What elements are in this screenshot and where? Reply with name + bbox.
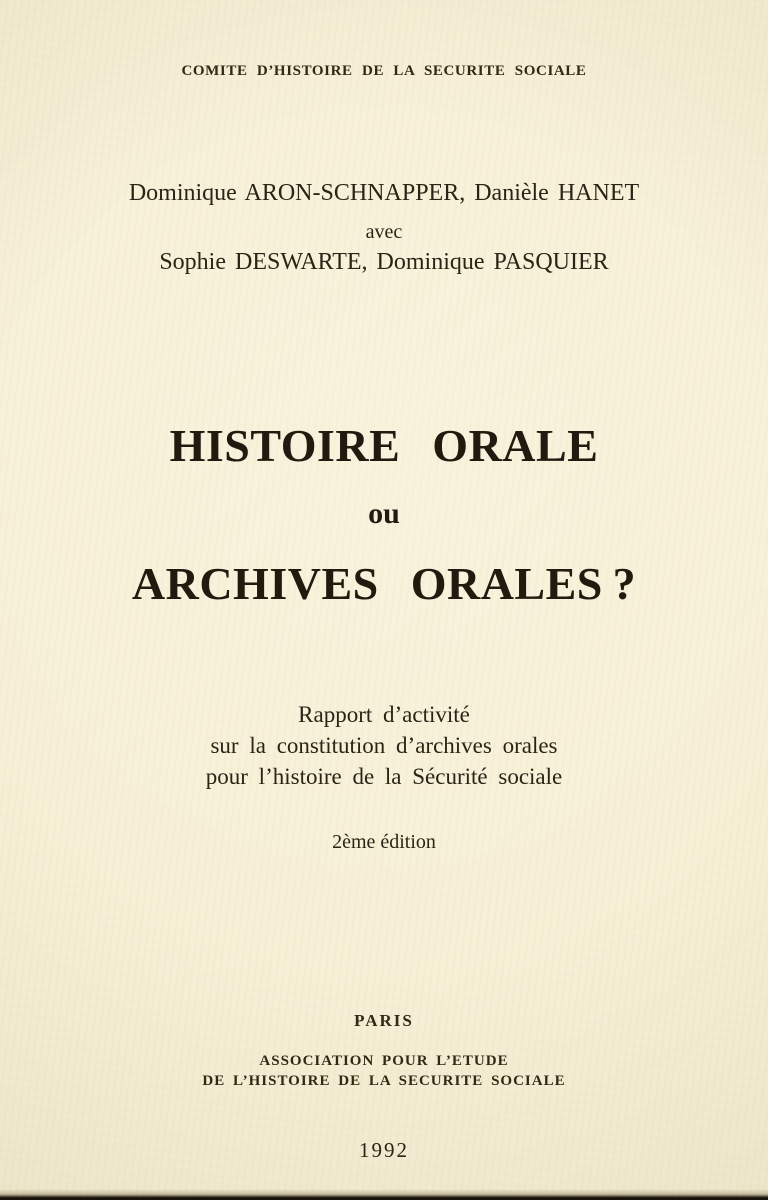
subtitle-line-2: sur la constitution d’archives orales — [210, 733, 558, 758]
committee-header: COMITE D’HISTOIRE DE LA SECURITE SOCIALE — [181, 63, 587, 79]
publisher-line-2: DE L’HISTOIRE DE LA SECURITE SOCIALE — [202, 1073, 566, 1089]
title-line-1: HISTOIRE ORALE — [169, 420, 599, 471]
author-line-2: Sophie DESWARTE, Dominique PASQUIER — [159, 249, 609, 275]
imprint-year: 1992 — [359, 1138, 409, 1162]
edition-note: 2ème édition — [332, 831, 436, 853]
scan-bottom-edge — [0, 1189, 768, 1200]
subtitle-line-3: pour l’histoire de la Sécurité sociale — [205, 764, 563, 789]
imprint-city: PARIS — [354, 1011, 414, 1030]
publisher-line-1: ASSOCIATION POUR L’ETUDE — [259, 1053, 509, 1069]
title-line-2: ARCHIVES ORALES ? — [131, 558, 637, 609]
subtitle-block — [0, 699, 768, 792]
imprint-publisher — [0, 1051, 768, 1091]
authors-connector: avec — [365, 221, 403, 243]
author-line-1: Dominique ARON-SCHNAPPER, Danièle HANET — [128, 180, 640, 206]
subtitle-line-1: Rapport d’activité — [298, 702, 470, 727]
title-connector: ou — [368, 497, 400, 530]
